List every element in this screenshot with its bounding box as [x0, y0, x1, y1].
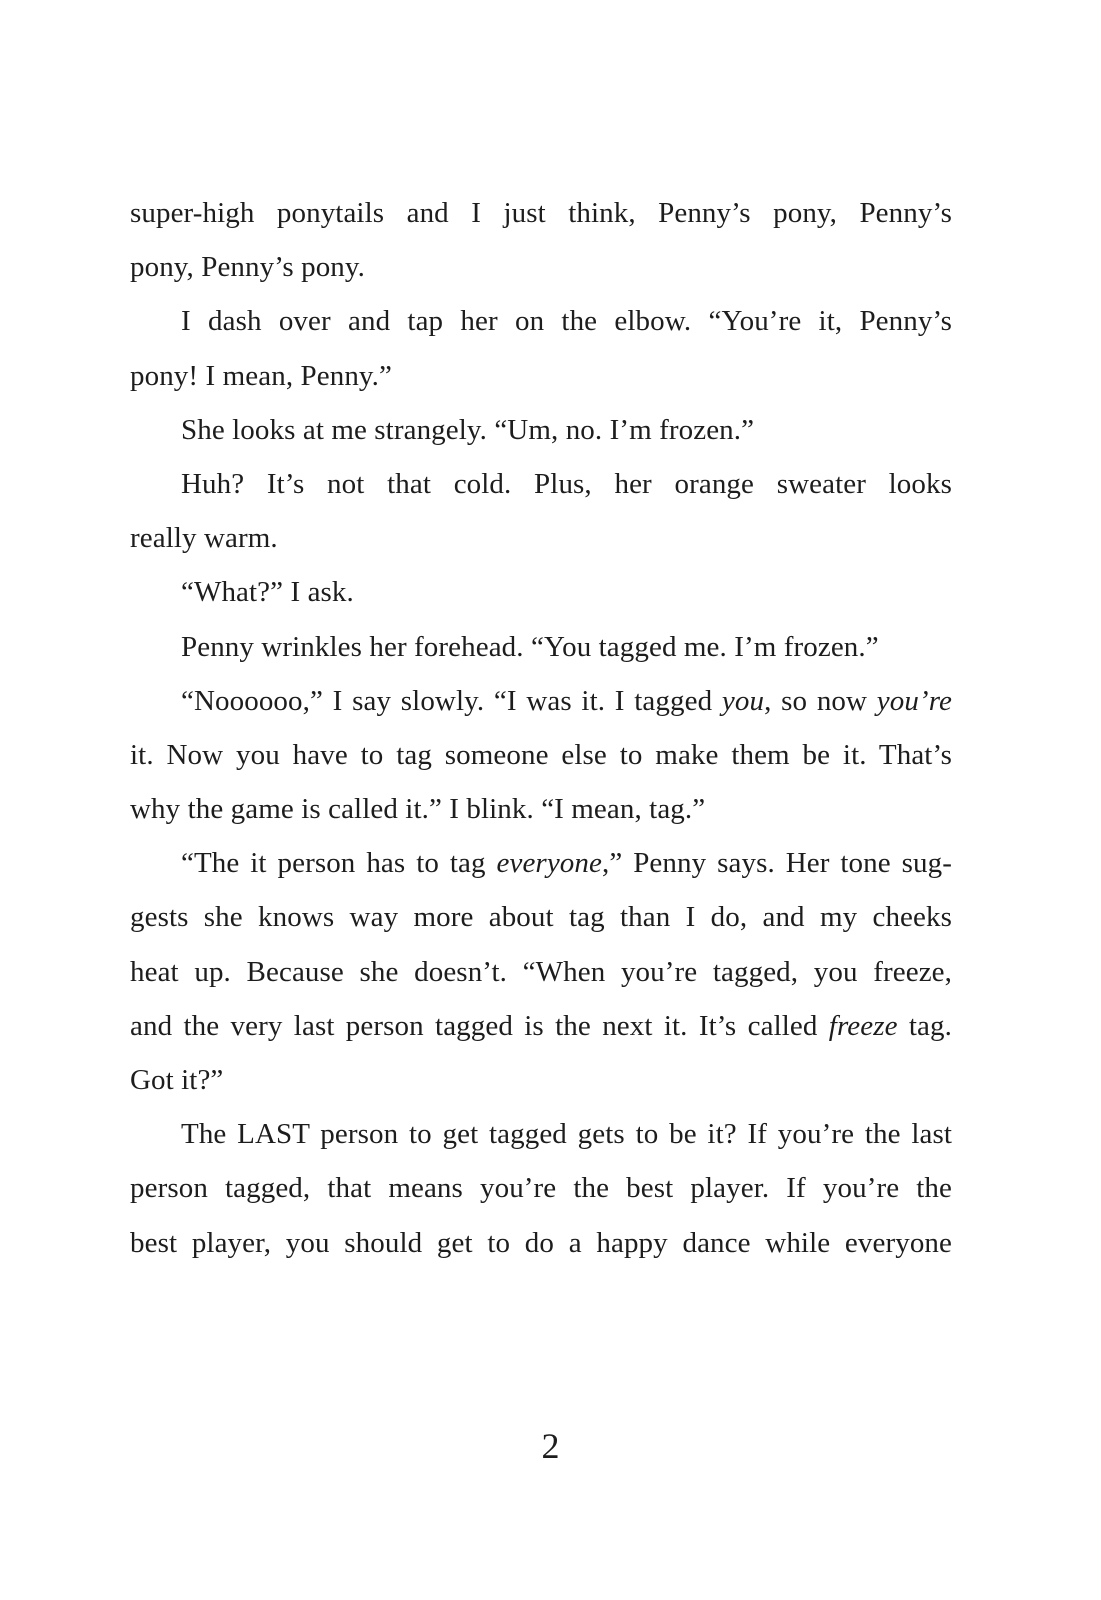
text-run: Got it?” [130, 1064, 224, 1096]
page-number: 2 [541, 1426, 560, 1466]
text-run: The LAST person to get tagged gets to be it? If you’re the last [181, 1118, 952, 1151]
body-text [130, 186, 952, 1270]
text-run: , so now [764, 684, 877, 717]
text-run: pony, Penny’s pony. [130, 251, 365, 284]
paragraph [130, 674, 952, 837]
paragraph [130, 836, 952, 1107]
text-run: heat up. Because she doesn’t. “When you’re tagged, you freeze, [130, 955, 952, 988]
text-run: gests she knows way more about tag than I do, and my cheeks [130, 901, 952, 934]
text-run: best player, you should get to do a happy dance while everyone [130, 1226, 952, 1259]
text-line [130, 294, 952, 348]
text-line [130, 620, 952, 674]
text-line [130, 511, 952, 565]
text-run: really warm. [130, 522, 278, 555]
text-run: Huh? It’s not that cold. Plus, her orange sweater looks [181, 467, 952, 500]
text-run: it. Now you have to tag someone else to make them be it. That’s [130, 738, 952, 771]
text-run: “The it person has to tag [181, 847, 497, 880]
text-line [130, 1161, 952, 1215]
text-line [130, 945, 952, 999]
text-run: “Noooooo,” I say slowly. “I was it. I tagged [181, 684, 722, 717]
paragraph [130, 620, 952, 674]
text-line [130, 403, 952, 457]
text-line [130, 782, 952, 836]
text-run: “What?” I ask. [181, 576, 354, 609]
text-line [130, 1053, 952, 1107]
text-line [130, 674, 952, 728]
italic-text: you’re [876, 684, 952, 717]
text-run: and the very last person tagged is the next it. It’s called [130, 1009, 829, 1042]
text-run: person tagged, that means you’re the best player. If you’re the [130, 1172, 952, 1205]
paragraph [130, 565, 952, 619]
text-line [130, 349, 952, 403]
paragraph [130, 186, 952, 294]
text-line [130, 1216, 952, 1270]
text-line [130, 457, 952, 511]
paragraph [130, 457, 952, 565]
paragraph [130, 403, 952, 457]
paragraph [130, 1107, 952, 1270]
text-line [130, 240, 952, 294]
text-line [130, 890, 952, 944]
text-line [130, 836, 952, 890]
text-line [130, 186, 952, 240]
italic-text: you [721, 684, 765, 717]
text-run: why the game is called it.” I blink. “I mean, tag.” [130, 793, 706, 826]
text-run: super-high ponytails and I just think, Penny’s pony, Penny’s [130, 197, 952, 229]
text-run: Penny wrinkles her forehead. “You tagged me. I’m frozen.” [181, 630, 879, 663]
italic-text: freeze [828, 1009, 898, 1042]
text-run: tag. [897, 1009, 952, 1042]
text-line [130, 999, 952, 1053]
text-line [130, 1107, 952, 1161]
text-run: She looks at me strangely. “Um, no. I’m frozen.” [181, 413, 755, 446]
text-run: pony! I mean, Penny.” [130, 359, 392, 392]
paragraph [130, 294, 952, 402]
text-run: I dash over and tap her on the elbow. “You’re it, Penny’s [181, 305, 952, 338]
italic-text: everyone [496, 847, 602, 880]
text-run: ,” Penny says. Her tone sug- [601, 847, 952, 880]
text-line [130, 728, 952, 782]
text-line [130, 565, 952, 619]
